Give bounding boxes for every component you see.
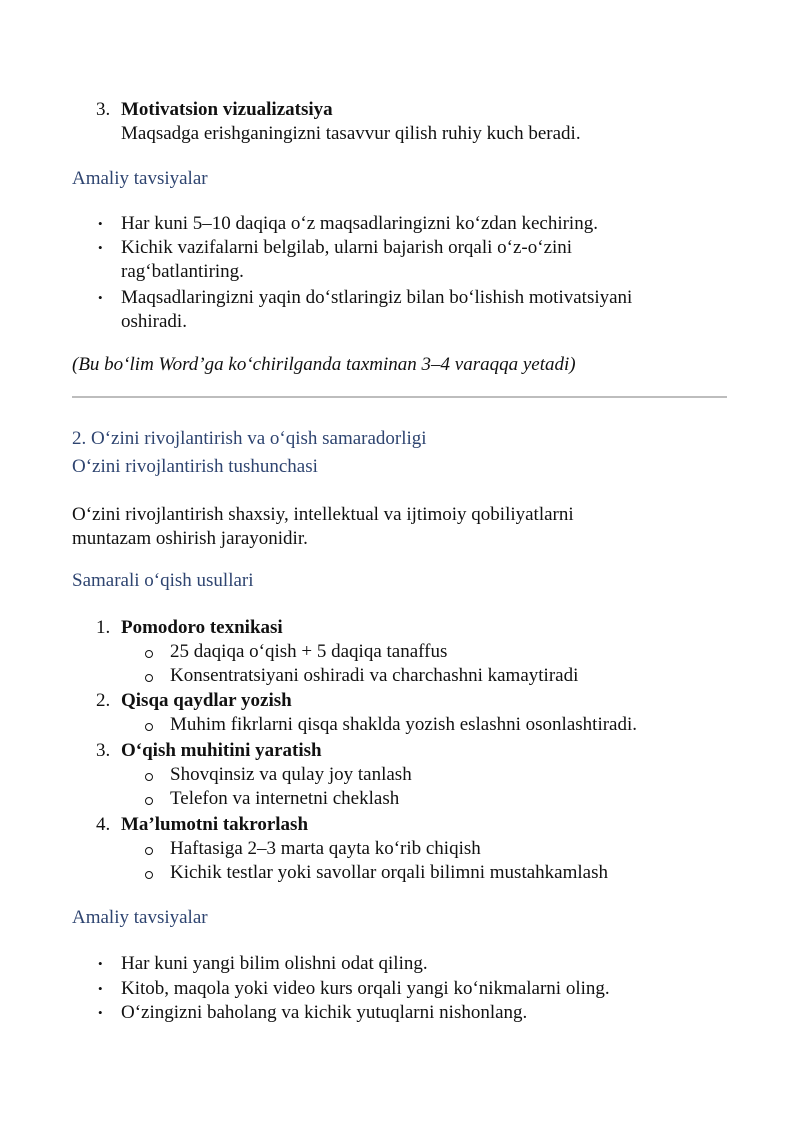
list-number: 3. (96, 740, 111, 761)
circle-bullet-icon (145, 674, 153, 682)
circle-bullet-icon (145, 773, 153, 781)
bullet-item: Har kuni yangi bilim olishni odat qiling. (121, 953, 428, 974)
list-item-title: O‘qish muhitini yaratish (121, 740, 322, 761)
list-item-title: Ma’lumotni takrorlash (121, 814, 309, 835)
list-number: 1. (96, 617, 111, 638)
bullet-item: O‘zingizni baholang va kichik yutuqlarni nishonlang. (121, 1002, 528, 1023)
bullet-icon: • (98, 1005, 103, 1020)
horizontal-divider (72, 396, 727, 398)
list-item-title: Qisqa qaydlar yozish (121, 690, 292, 711)
circle-bullet-icon (145, 847, 153, 855)
list-item-title: Pomodoro texnikasi (121, 617, 283, 638)
bullet-item-continuation: oshiradi. (121, 311, 187, 332)
bullet-icon: • (98, 216, 103, 231)
sub-item: Haftasiga 2–3 marta qayta ko‘rib chiqish (170, 838, 481, 859)
paragraph-line: muntazam oshirish jarayonidir. (72, 528, 308, 549)
sub-item: 25 daqiqa o‘qish + 5 daqiqa tanaffus (170, 641, 448, 662)
circle-bullet-icon (145, 723, 153, 731)
sub-item: Shovqinsiz va qulay joy tanlash (170, 764, 412, 785)
circle-bullet-icon (145, 650, 153, 658)
circle-bullet-icon (145, 797, 153, 805)
bullet-icon: • (98, 956, 103, 971)
bullet-item: Kichik vazifalarni belgilab, ularni bajarish orqali o‘z-o‘zini (121, 237, 573, 258)
list-number: 2. (96, 690, 111, 711)
sub-item: Kichik testlar yoki savollar orqali bilimni mustahkamlash (170, 862, 608, 883)
bullet-item: Kitob, maqola yoki video kurs orqali yangi ko‘nikmalarni oling. (121, 978, 610, 999)
list-number: 3. (96, 99, 111, 120)
bullet-item: Har kuni 5–10 daqiqa o‘z maqsadlaringizni ko‘zdan kechiring. (121, 213, 598, 234)
section-heading: Amaliy tavsiyalar (72, 168, 208, 189)
section-heading: Amaliy tavsiyalar (72, 907, 208, 928)
list-number: 4. (96, 814, 111, 835)
list-item-title: Motivatsion vizualizatsiya (121, 99, 333, 120)
sub-item: Muhim fikrlarni qisqa shaklda yozish eslashni osonlashtiradi. (170, 714, 638, 735)
bullet-item: Maqsadlaringizni yaqin do‘stlaringiz bilan bo‘lishish motivatsiyani (121, 287, 633, 308)
sub-item: Telefon va internetni cheklash (170, 788, 400, 809)
paragraph-line: O‘zini rivojlantirish shaxsiy, intellektual va ijtimoiy qobiliyatlarni (72, 504, 574, 525)
bullet-icon: • (98, 981, 103, 996)
circle-bullet-icon (145, 871, 153, 879)
bullet-item-continuation: rag‘batlantiring. (121, 261, 244, 282)
bullet-icon: • (98, 290, 103, 305)
chapter-title: 2. O‘zini rivojlantirish va o‘qish samaradorligi (72, 428, 427, 449)
section-subtitle: O‘zini rivojlantirish tushunchasi (72, 456, 318, 477)
sub-item: Konsentratsiyani oshiradi va charchashni kamaytiradi (170, 665, 579, 686)
note-text: (Bu bo‘lim Word’ga ko‘chirilganda taxminan 3–4 varaqqa yetadi) (72, 354, 576, 375)
list-item-text: Maqsadga erishganingizni tasavvur qilish ruhiy kuch beradi. (121, 123, 581, 144)
bullet-icon: • (98, 240, 103, 255)
section-heading: Samarali o‘qish usullari (72, 570, 254, 591)
